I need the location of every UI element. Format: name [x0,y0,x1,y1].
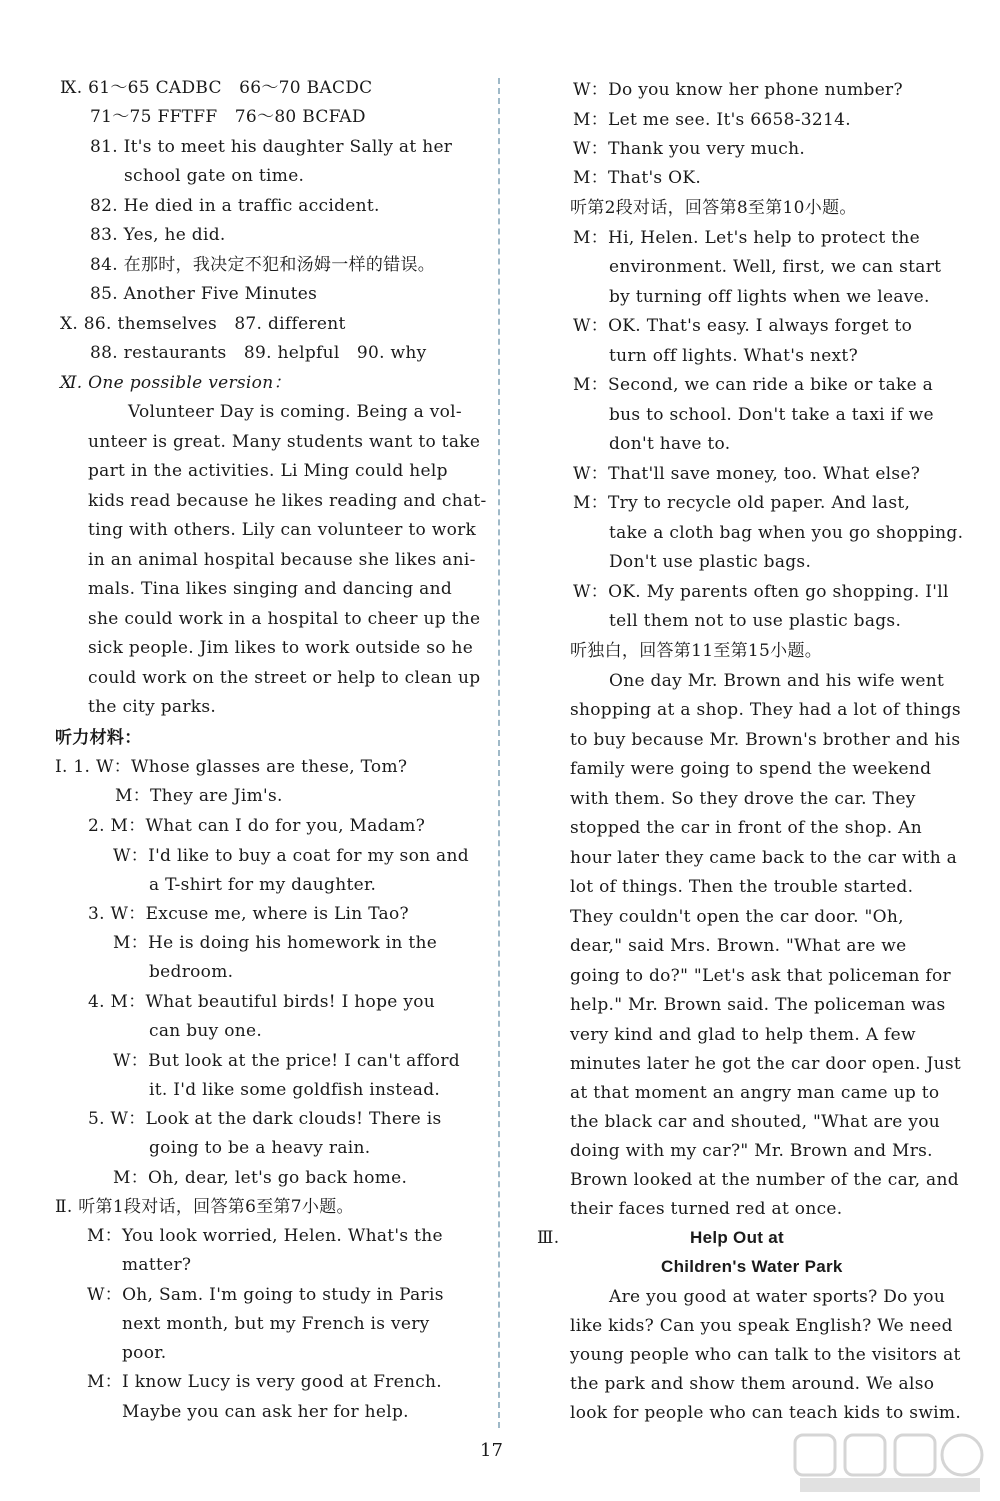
dialogue-line: 听独白，回答第11至第15小题。 [570,641,823,661]
essay-line: mals. Tina likes singing and dancing and [88,579,453,599]
answer-line: 85. Another Five Minutes [90,284,318,304]
dialogue-line: tell them not to use plastic bags. [609,611,902,631]
dialogue-line: M：He is doing his homework in the [113,933,438,953]
answer-line: 81. It's to meet his daughter Sally at her [90,137,453,157]
dialogue-line: Ⅱ. 听第1段对话，回答第6至第7小题。 [55,1197,354,1217]
essay-line: could work on the street or help to clean up [88,668,481,688]
monologue-line: dear," said Mrs. Brown. "What are we [570,936,907,956]
dialogue-line: a T-shirt for my daughter. [149,875,377,895]
dialogue-line: 2. M：What can I do for you, Madam? [88,816,426,836]
dialogue-line: M：Second, we can ride a bike or take a [573,375,934,395]
essay-line: part in the activities. Li Ming could help [88,461,448,481]
passage-line: Are you good at water sports? Do you [609,1287,946,1307]
monologue-line: shopping at a shop. They had a lot of things [570,700,961,720]
dialogue-line: by turning off lights when we leave. [609,287,930,307]
dialogue-line: bus to school. Don't take a taxi if we [609,405,934,425]
dialogue-line: W：OK. That's easy. I always forget to [573,316,913,336]
passage-line: like kids? Can you speak English? We need [570,1316,953,1336]
monologue-line: help." Mr. Brown said. The policeman was [570,995,946,1015]
dialogue-line: 4. M：What beautiful birds! I hope you [88,992,436,1012]
dialogue-line: M：Oh, dear, let's go back home. [113,1168,408,1188]
answer-line: 83. Yes, he did. [90,225,226,245]
monologue-line: with them. So they drove the car. They [570,789,916,809]
passage-line: look for people who can teach kids to swim. [570,1403,962,1423]
section-number: Ⅲ. [537,1228,560,1248]
dialogue-line: M：Hi, Helen. Let's help to protect the [573,228,920,248]
dialogue-line: Ⅰ. 1. W：Whose glasses are these, Tom? [55,757,408,777]
monologue-line: hour later they came back to the car with a [570,848,958,868]
dialogue-line: bedroom. [149,962,234,982]
monologue-line: their faces turned red at once. [570,1199,843,1219]
dialogue-line: poor. [122,1343,167,1363]
dialogue-line: W：OK. My parents often go shopping. I'll [573,582,949,602]
monologue-line: lot of things. Then the trouble started. [570,877,914,897]
dialogue-line: W：That'll save money, too. What else? [573,464,921,484]
answer-line: school gate on time. [124,166,305,186]
section-heading: 听力材料： [55,728,142,747]
essay-line: sick people. Jim likes to work outside so he [88,638,474,658]
dialogue-line: W：Thank you very much. [573,139,806,159]
dialogue-line: W：But look at the price! I can't afford [113,1051,460,1071]
dialogue-line: Maybe you can ask her for help. [122,1402,409,1422]
watermark-logo [790,1430,990,1495]
essay-line: the city parks. [88,697,217,717]
monologue-line: to buy because Mr. Brown's brother and his [570,730,961,750]
essay-line: kids read because he likes reading and chat- [88,491,487,511]
answer-line: Ⅸ. 61～65 CADBC 66～70 BACDC [60,78,373,98]
dialogue-line: matter? [122,1255,192,1275]
answer-line: Ⅺ. One possible version： [60,373,291,393]
dialogue-line: can buy one. [149,1021,263,1041]
dialogue-line: Don't use plastic bags. [609,552,812,572]
dialogue-line: it. I'd like some goldfish instead. [149,1080,441,1100]
essay-line: unteer is great. Many students want to take [88,432,481,452]
answer-line: 84. 在那时，我决定不犯和汤姆一样的错误。 [90,255,436,275]
monologue-line: family were going to spend the weekend [570,759,932,779]
monologue-line: going to do?" "Let's ask that policeman for [570,966,951,986]
column-divider [498,78,500,1428]
monologue-line: the black car and shouted, "What are you [570,1112,941,1132]
dialogue-line: environment. Well, first, we can start [609,257,942,277]
monologue-line: One day Mr. Brown and his wife went [609,671,945,691]
passage-title: Children's Water Park [661,1257,843,1276]
essay-line: she could work in a hospital to cheer up the [88,609,481,629]
dialogue-line: M：I know Lucy is very good at French. [87,1372,443,1392]
monologue-line: minutes later he got the car door open. Just [570,1054,962,1074]
page-number: 17 [480,1440,503,1461]
answer-line: 82. He died in a traffic accident. [90,196,380,216]
dialogue-line: next month, but my French is very [122,1314,430,1334]
monologue-line: at that moment an angry man came up to [570,1083,940,1103]
dialogue-line: 3. W：Excuse me, where is Lin Tao? [88,904,409,924]
dialogue-line: M：Let me see. It's 6658-3214. [573,110,851,130]
passage-title: Help Out at [690,1228,784,1247]
dialogue-line: take a cloth bag when you go shopping. [609,523,964,543]
dialogue-line: M：They are Jim's. [115,786,283,806]
passage-line: the park and show them around. We also [570,1374,935,1394]
dialogue-line: M：Try to recycle old paper. And last, [573,493,911,513]
dialogue-line: M：That's OK. [573,168,702,188]
essay-line: ting with others. Lily can volunteer to work [88,520,477,540]
dialogue-line: going to be a heavy rain. [149,1138,371,1158]
monologue-line: stopped the car in front of the shop. An [570,818,922,838]
dialogue-line: W：I'd like to buy a coat for my son and [113,846,469,866]
passage-line: young people who can talk to the visitors at [570,1345,961,1365]
essay-line: in an animal hospital because she likes ani- [88,550,476,570]
dialogue-line: 听第2段对话，回答第8至第10小题。 [570,198,857,218]
answer-line: Ⅹ. 86. themselves 87. different [60,314,346,334]
answer-line: 71～75 FFTFF 76～80 BCFAD [90,107,366,127]
monologue-line: doing with my car?" Mr. Brown and Mrs. [570,1141,933,1161]
monologue-line: very kind and glad to help them. A few [570,1025,916,1045]
dialogue-line: 5. W：Look at the dark clouds! There is [88,1109,442,1129]
dialogue-line: W：Do you know her phone number? [573,80,903,100]
answer-line: 88. restaurants 89. helpful 90. why [90,343,427,363]
monologue-line: They couldn't open the car door. "Oh, [570,907,904,927]
monologue-line: Brown looked at the number of the car, and [570,1170,959,1190]
dialogue-line: W：Oh, Sam. I'm going to study in Paris [87,1285,444,1305]
dialogue-line: turn off lights. What's next? [609,346,858,366]
essay-line: Volunteer Day is coming. Being a vol- [128,402,462,422]
dialogue-line: don't have to. [609,434,731,454]
dialogue-line: M：You look worried, Helen. What's the [87,1226,443,1246]
